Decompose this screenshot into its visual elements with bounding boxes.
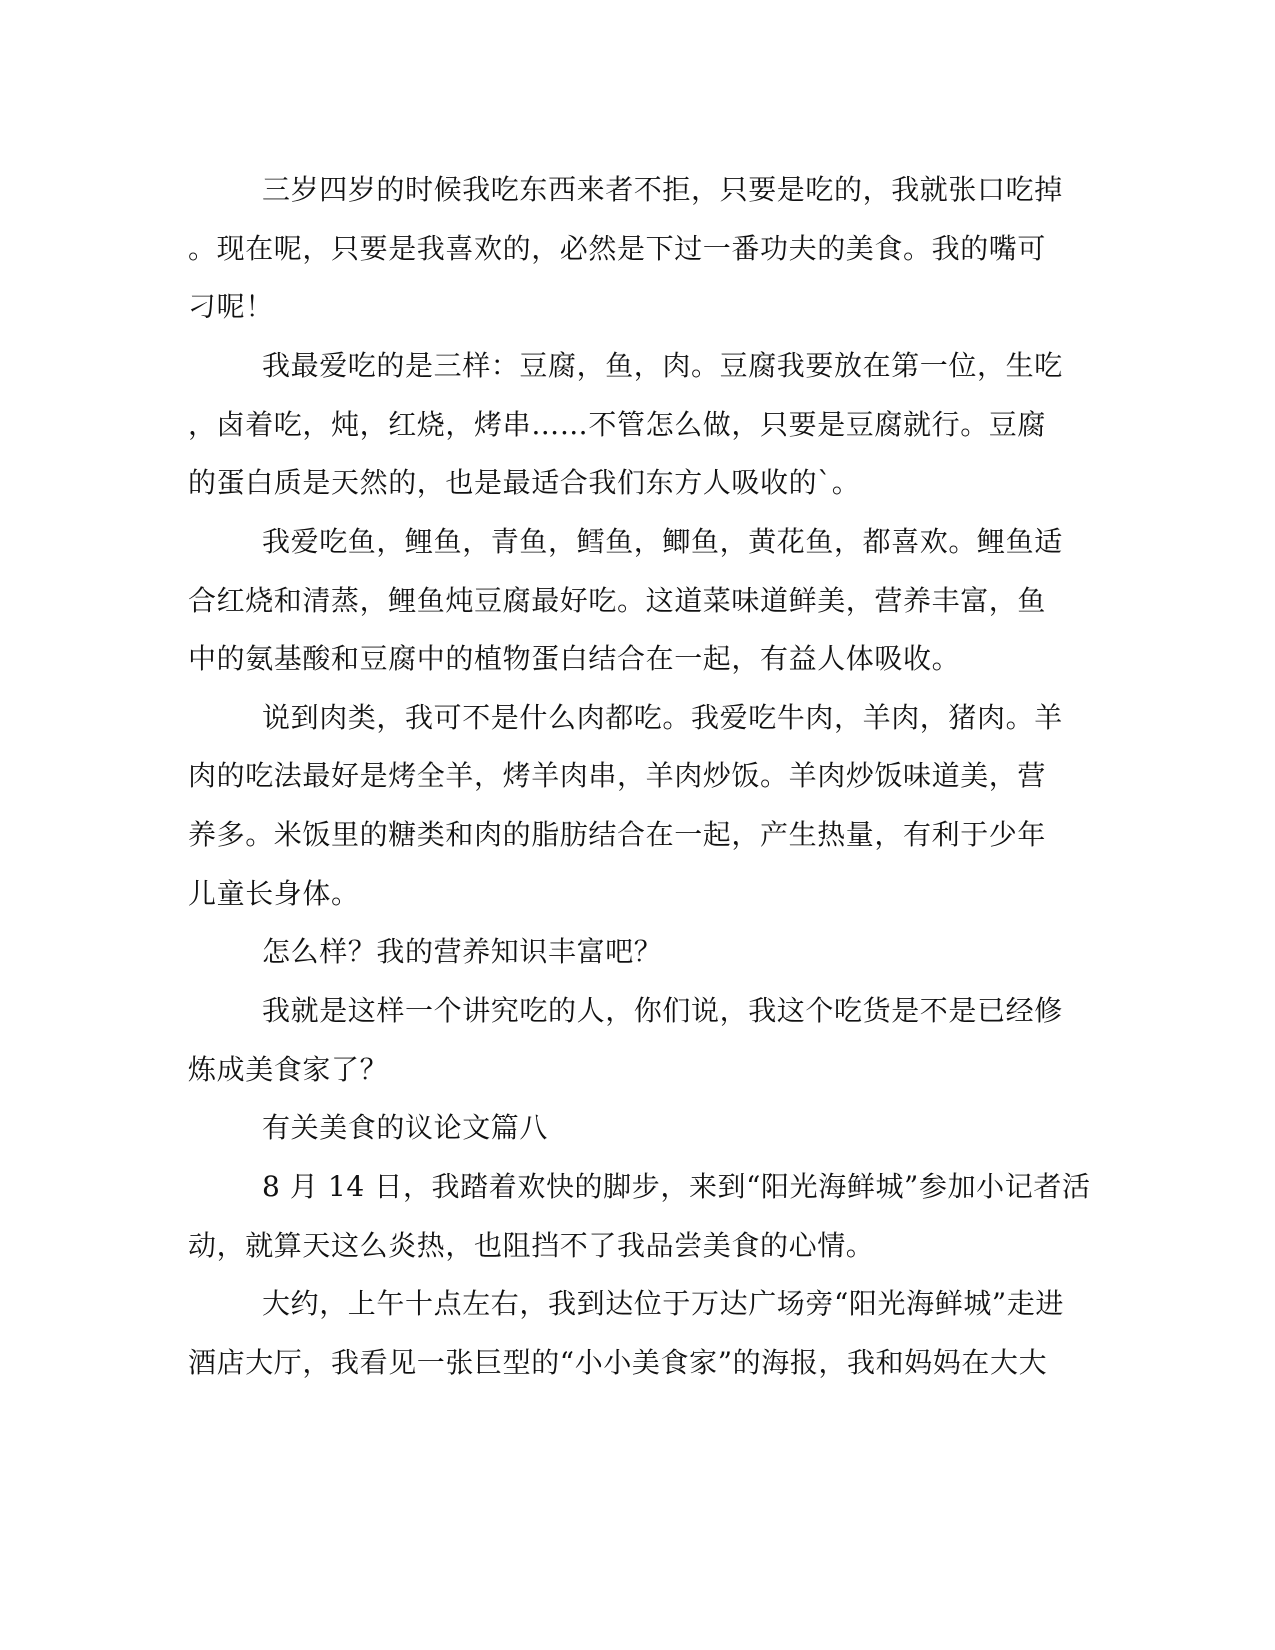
- text-line: 三岁四岁的时候我吃东西来者不拒，只要是吃的，我就张口吃掉: [262, 173, 1063, 206]
- text-line: 8 月 14 日，我踏着欢快的脚步，来到“阳光海鲜城”参加小记者活: [262, 1170, 1091, 1203]
- text-line: 怎么样？我的营养知识丰富吧？: [262, 935, 663, 968]
- text-line: 儿童长身体。: [188, 877, 360, 910]
- text-line: 大约，上午十点左右，我到达位于万达广场旁“阳光海鲜城”走进: [262, 1287, 1065, 1320]
- text-line: 肉的吃法最好是烤全羊，烤羊肉串，羊肉炒饭。羊肉炒饭味道美，营: [188, 759, 1047, 792]
- section-heading: 有关美食的议论文篇八: [262, 1111, 549, 1144]
- text-line: 炼成美食家了？: [188, 1053, 389, 1086]
- text-line: 说到肉类，我可不是什么肉都吃。我爱吃牛肉，羊肉，猪肉。羊: [262, 701, 1063, 734]
- text-line: 酒店大厅，我看见一张巨型的“小小美食家”的海报，我和妈妈在大大: [188, 1346, 1048, 1379]
- text-line: 养多。米饭里的糖类和肉的脂肪结合在一起，产生热量，有利于少年: [188, 818, 1047, 851]
- text-line: 中的氨基酸和豆腐中的植物蛋白结合在一起，有益人体吸收。: [188, 642, 961, 675]
- text-line: 动，就算天这么炎热，也阻挡不了我品尝美食的心情。: [188, 1229, 875, 1262]
- text-line: 合红烧和清蒸，鲤鱼炖豆腐最好吃。这道菜味道鲜美，营养丰富，鱼: [188, 584, 1047, 617]
- text-line: 我爱吃鱼，鲤鱼，青鱼，鳕鱼，鲫鱼，黄花鱼，都喜欢。鲤鱼适: [262, 525, 1063, 558]
- text-line: 。现在呢，只要是我喜欢的，必然是下过一番功夫的美食。我的嘴可: [188, 232, 1047, 265]
- text-line: 刁呢！: [188, 290, 274, 323]
- text-line: 我最爱吃的是三样：豆腐，鱼，肉。豆腐我要放在第一位，生吃: [262, 349, 1063, 382]
- text-line: 的蛋白质是天然的，也是最适合我们东方人吸收的`。: [188, 466, 861, 499]
- text-line: ，卤着吃，炖，红烧，烤串……不管怎么做，只要是豆腐就行。豆腐: [188, 408, 1047, 441]
- text-line: 我就是这样一个讲究吃的人，你们说，我这个吃货是不是已经修: [262, 994, 1063, 1027]
